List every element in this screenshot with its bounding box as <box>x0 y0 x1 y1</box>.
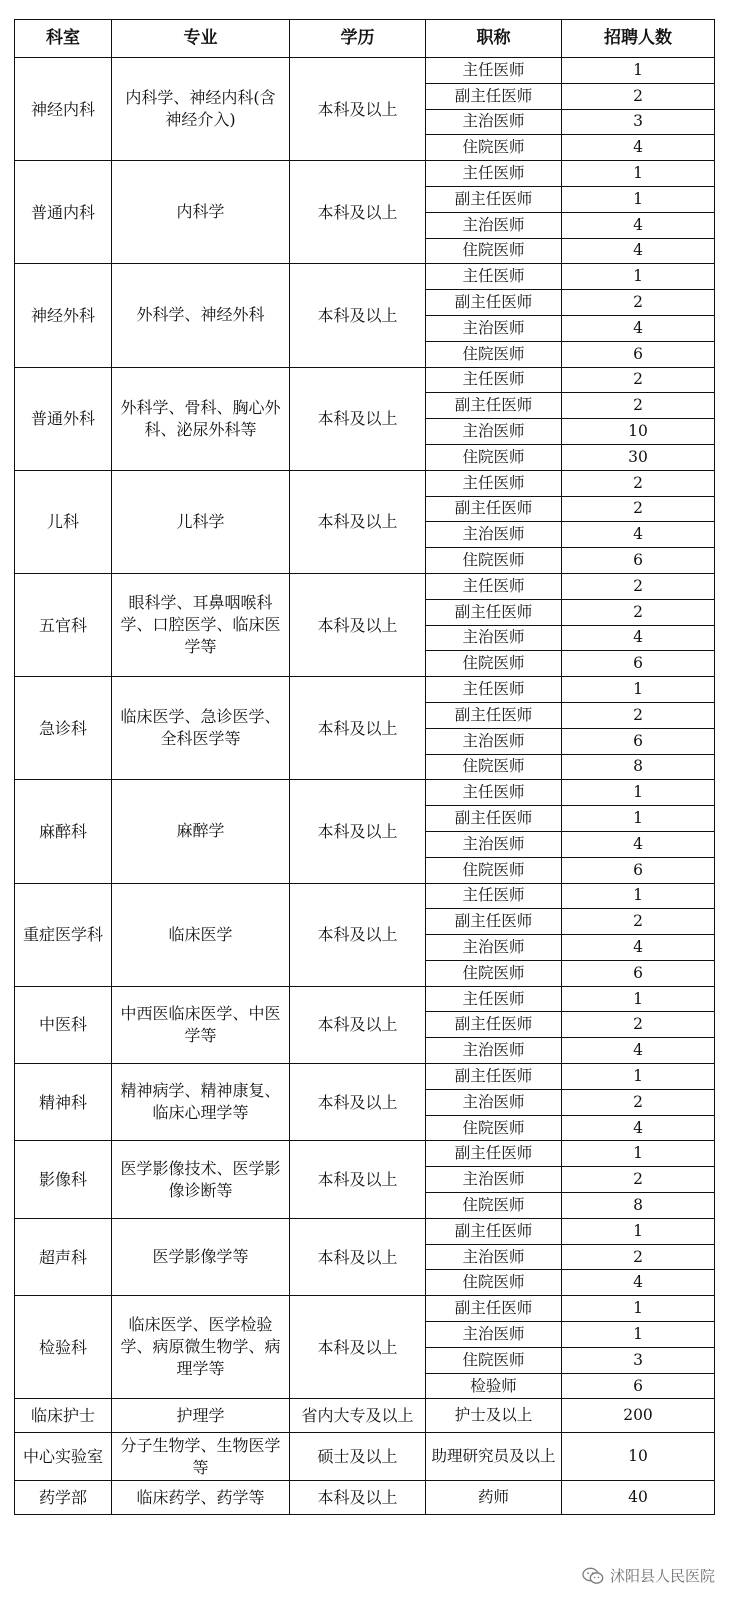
count-cell: 6 <box>562 728 715 754</box>
title-cell: 住院医师 <box>426 444 562 470</box>
title-cell: 住院医师 <box>426 857 562 883</box>
education-cell: 本科及以上 <box>290 986 426 1063</box>
count-cell: 4 <box>562 1270 715 1296</box>
title-cell: 主治医师 <box>426 419 562 445</box>
dept-cell: 中心实验室 <box>15 1433 112 1481</box>
count-cell: 6 <box>562 651 715 677</box>
count-cell: 2 <box>562 702 715 728</box>
title-cell: 住院医师 <box>426 1347 562 1373</box>
table-row <box>15 1399 715 1433</box>
table-row <box>15 58 715 84</box>
dept-cell: 神经外科 <box>15 264 112 367</box>
count-cell: 1 <box>562 986 715 1012</box>
count-cell: 1 <box>562 806 715 832</box>
dept-cell: 检验科 <box>15 1296 112 1399</box>
title-cell: 主治医师 <box>426 315 562 341</box>
title-cell: 主任医师 <box>426 573 562 599</box>
education-cell: 硕士及以上 <box>290 1433 426 1481</box>
dept-cell: 神经内科 <box>15 58 112 161</box>
title-cell: 主治医师 <box>426 728 562 754</box>
major-cell: 内科学 <box>112 161 290 264</box>
count-cell: 1 <box>562 1141 715 1167</box>
count-cell: 3 <box>562 1347 715 1373</box>
title-cell: 副主任医师 <box>426 186 562 212</box>
table-row <box>15 367 715 393</box>
major-cell: 外科学、骨科、胸心外科、泌尿外科等 <box>112 367 290 470</box>
dept-cell: 精神科 <box>15 1064 112 1141</box>
major-cell: 医学影像技术、医学影像诊断等 <box>112 1141 290 1218</box>
header-count: 招聘人数 <box>562 20 715 58</box>
count-cell: 2 <box>562 496 715 522</box>
title-cell: 住院医师 <box>426 651 562 677</box>
education-cell: 本科及以上 <box>290 367 426 470</box>
education-cell: 本科及以上 <box>290 470 426 573</box>
wechat-icon <box>582 1567 604 1585</box>
major-cell: 精神病学、精神康复、临床心理学等 <box>112 1064 290 1141</box>
header-dept: 科室 <box>15 20 112 58</box>
table-row <box>15 677 715 703</box>
count-cell: 4 <box>562 625 715 651</box>
count-cell: 2 <box>562 367 715 393</box>
count-cell: 8 <box>562 1193 715 1219</box>
title-cell: 主任医师 <box>426 883 562 909</box>
dept-cell: 儿科 <box>15 470 112 573</box>
dept-cell: 五官科 <box>15 573 112 676</box>
count-cell: 40 <box>562 1481 715 1515</box>
education-cell: 本科及以上 <box>290 883 426 986</box>
title-cell: 主治医师 <box>426 109 562 135</box>
title-cell: 住院医师 <box>426 135 562 161</box>
title-cell: 住院医师 <box>426 1193 562 1219</box>
title-cell: 主任医师 <box>426 677 562 703</box>
count-cell: 1 <box>562 780 715 806</box>
major-cell: 眼科学、耳鼻咽喉科学、口腔医学、临床医学等 <box>112 573 290 676</box>
count-cell: 2 <box>562 290 715 316</box>
title-cell: 副主任医师 <box>426 496 562 522</box>
table-row <box>15 1141 715 1167</box>
education-cell: 本科及以上 <box>290 677 426 780</box>
major-cell: 临床医学 <box>112 883 290 986</box>
table-row <box>15 1433 715 1481</box>
count-cell: 1 <box>562 883 715 909</box>
major-cell: 临床医学、医学检验学、病原微生物学、病理学等 <box>112 1296 290 1399</box>
title-cell: 副主任医师 <box>426 1141 562 1167</box>
title-cell: 副主任医师 <box>426 290 562 316</box>
title-cell: 住院医师 <box>426 238 562 264</box>
count-cell: 3 <box>562 109 715 135</box>
count-cell: 6 <box>562 960 715 986</box>
title-cell: 检验师 <box>426 1373 562 1399</box>
title-cell: 主治医师 <box>426 1167 562 1193</box>
major-cell: 临床药学、药学等 <box>112 1481 290 1515</box>
title-cell: 副主任医师 <box>426 1296 562 1322</box>
table-row <box>15 780 715 806</box>
header-major: 专业 <box>112 20 290 58</box>
table-body <box>15 58 715 1515</box>
title-cell: 助理研究员及以上 <box>426 1433 562 1481</box>
title-cell: 主任医师 <box>426 264 562 290</box>
title-cell: 副主任医师 <box>426 83 562 109</box>
count-cell: 2 <box>562 599 715 625</box>
dept-cell: 药学部 <box>15 1481 112 1515</box>
count-cell: 1 <box>562 1064 715 1090</box>
dept-cell: 普通外科 <box>15 367 112 470</box>
major-cell: 麻醉学 <box>112 780 290 883</box>
watermark <box>582 1565 715 1586</box>
dept-cell: 中医科 <box>15 986 112 1063</box>
major-cell: 内科学、神经内科(含神经介入) <box>112 58 290 161</box>
dept-cell: 超声科 <box>15 1218 112 1295</box>
count-cell: 200 <box>562 1399 715 1433</box>
title-cell: 主治医师 <box>426 625 562 651</box>
title-cell: 住院医师 <box>426 341 562 367</box>
count-cell: 10 <box>562 419 715 445</box>
table-row <box>15 1064 715 1090</box>
title-cell: 药师 <box>426 1481 562 1515</box>
title-cell: 主治医师 <box>426 831 562 857</box>
title-cell: 副主任医师 <box>426 806 562 832</box>
title-cell: 主治医师 <box>426 522 562 548</box>
title-cell: 副主任医师 <box>426 1012 562 1038</box>
count-cell: 2 <box>562 1244 715 1270</box>
education-cell: 本科及以上 <box>290 1141 426 1218</box>
count-cell: 2 <box>562 1167 715 1193</box>
title-cell: 护士及以上 <box>426 1399 562 1433</box>
table-row <box>15 986 715 1012</box>
title-cell: 副主任医师 <box>426 909 562 935</box>
table-row <box>15 1296 715 1322</box>
table-row <box>15 573 715 599</box>
major-cell: 儿科学 <box>112 470 290 573</box>
education-cell: 本科及以上 <box>290 1218 426 1295</box>
count-cell: 2 <box>562 393 715 419</box>
table-row <box>15 1218 715 1244</box>
table-row <box>15 161 715 187</box>
title-cell: 副主任医师 <box>426 1064 562 1090</box>
count-cell: 6 <box>562 341 715 367</box>
count-cell: 30 <box>562 444 715 470</box>
major-cell: 医学影像学等 <box>112 1218 290 1295</box>
count-cell: 2 <box>562 83 715 109</box>
education-cell: 本科及以上 <box>290 264 426 367</box>
table-row <box>15 883 715 909</box>
count-cell: 1 <box>562 1322 715 1348</box>
education-cell: 本科及以上 <box>290 1296 426 1399</box>
count-cell: 8 <box>562 754 715 780</box>
dept-cell: 影像科 <box>15 1141 112 1218</box>
count-cell: 2 <box>562 573 715 599</box>
count-cell: 1 <box>562 1296 715 1322</box>
title-cell: 住院医师 <box>426 960 562 986</box>
title-cell: 主任医师 <box>426 58 562 84</box>
table-row <box>15 470 715 496</box>
count-cell: 6 <box>562 548 715 574</box>
count-cell: 1 <box>562 677 715 703</box>
major-cell: 中西医临床医学、中医学等 <box>112 986 290 1063</box>
count-cell: 4 <box>562 135 715 161</box>
education-cell: 本科及以上 <box>290 1064 426 1141</box>
title-cell: 主治医师 <box>426 1038 562 1064</box>
title-cell: 主治医师 <box>426 1322 562 1348</box>
title-cell: 主任医师 <box>426 780 562 806</box>
count-cell: 4 <box>562 1115 715 1141</box>
title-cell: 主任医师 <box>426 367 562 393</box>
education-cell: 本科及以上 <box>290 1481 426 1515</box>
dept-cell: 临床护士 <box>15 1399 112 1433</box>
header-education: 学历 <box>290 20 426 58</box>
title-cell: 主任医师 <box>426 986 562 1012</box>
title-cell: 主任医师 <box>426 161 562 187</box>
count-cell: 4 <box>562 238 715 264</box>
count-cell: 1 <box>562 186 715 212</box>
count-cell: 10 <box>562 1433 715 1481</box>
title-cell: 主治医师 <box>426 212 562 238</box>
dept-cell: 重症医学科 <box>15 883 112 986</box>
education-cell: 本科及以上 <box>290 58 426 161</box>
count-cell: 4 <box>562 315 715 341</box>
title-cell: 主任医师 <box>426 470 562 496</box>
count-cell: 6 <box>562 857 715 883</box>
major-cell: 外科学、神经外科 <box>112 264 290 367</box>
title-cell: 副主任医师 <box>426 599 562 625</box>
dept-cell: 普通内科 <box>15 161 112 264</box>
count-cell: 4 <box>562 935 715 961</box>
recruitment-table <box>14 19 715 1515</box>
count-cell: 4 <box>562 1038 715 1064</box>
count-cell: 1 <box>562 58 715 84</box>
header-row <box>15 20 715 58</box>
title-cell: 住院医师 <box>426 548 562 574</box>
title-cell: 住院医师 <box>426 754 562 780</box>
count-cell: 1 <box>562 161 715 187</box>
header-title: 职称 <box>426 20 562 58</box>
count-cell: 2 <box>562 909 715 935</box>
count-cell: 4 <box>562 212 715 238</box>
dept-cell: 急诊科 <box>15 677 112 780</box>
major-cell: 护理学 <box>112 1399 290 1433</box>
count-cell: 2 <box>562 1089 715 1115</box>
title-cell: 副主任医师 <box>426 1218 562 1244</box>
count-cell: 2 <box>562 470 715 496</box>
education-cell: 本科及以上 <box>290 161 426 264</box>
education-cell: 本科及以上 <box>290 780 426 883</box>
major-cell: 临床医学、急诊医学、全科医学等 <box>112 677 290 780</box>
watermark-text: 沭阳县人民医院 <box>609 1567 715 1585</box>
title-cell: 主治医师 <box>426 1244 562 1270</box>
major-cell: 分子生物学、生物医学等 <box>112 1433 290 1481</box>
table-row <box>15 1481 715 1515</box>
count-cell: 1 <box>562 264 715 290</box>
count-cell: 4 <box>562 522 715 548</box>
count-cell: 1 <box>562 1218 715 1244</box>
education-cell: 本科及以上 <box>290 573 426 676</box>
education-cell: 省内大专及以上 <box>290 1399 426 1433</box>
table-row <box>15 264 715 290</box>
title-cell: 主治医师 <box>426 935 562 961</box>
count-cell: 6 <box>562 1373 715 1399</box>
count-cell: 4 <box>562 831 715 857</box>
title-cell: 住院医师 <box>426 1115 562 1141</box>
title-cell: 副主任医师 <box>426 702 562 728</box>
title-cell: 主治医师 <box>426 1089 562 1115</box>
title-cell: 副主任医师 <box>426 393 562 419</box>
dept-cell: 麻醉科 <box>15 780 112 883</box>
title-cell: 住院医师 <box>426 1270 562 1296</box>
count-cell: 2 <box>562 1012 715 1038</box>
